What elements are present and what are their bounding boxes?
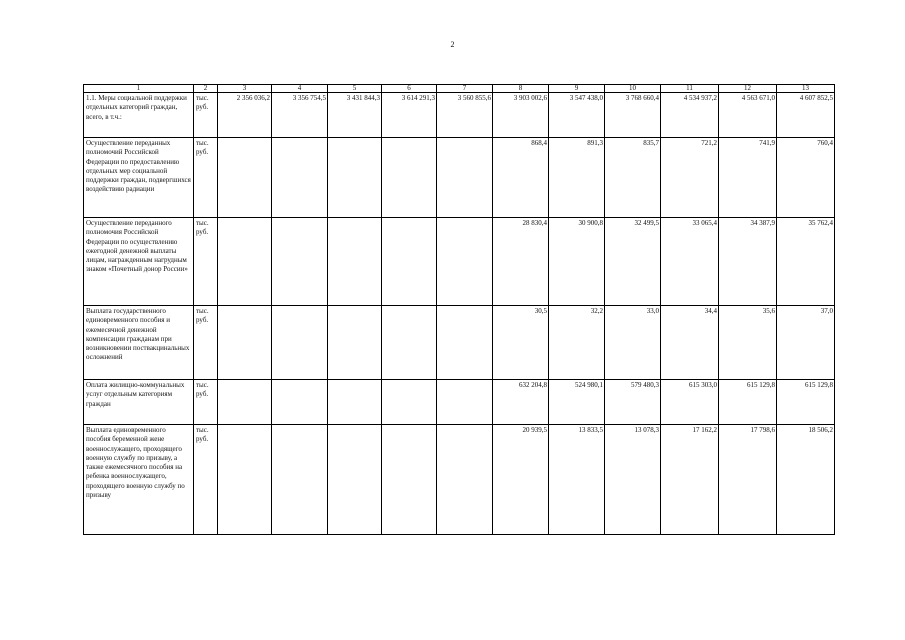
- row-value: [272, 138, 328, 218]
- row-name: Осуществление переданного полномочия Российской Федерации по осуществлению ежегодной денежной выплаты лицам, награжденным нагрудным знаком «Почетный донор России»: [84, 218, 194, 306]
- row-value: [382, 425, 437, 535]
- row-value: 760,4: [777, 138, 835, 218]
- row-value: 632 204,8: [493, 380, 549, 425]
- row-value: [437, 306, 493, 380]
- table-row: [84, 306, 835, 380]
- column-header: 9: [549, 85, 605, 93]
- row-value: 30 900,8: [549, 218, 605, 306]
- row-value: 17 162,2: [661, 425, 719, 535]
- row-name: Осуществление переданных полномочий Российской Федерации по предоставлению отдельных мер социальной поддержки граждан, подвергшихся воздействию радиации: [84, 138, 194, 218]
- row-name: Выплата единовременного пособия беременной жене военнослужащего, проходящего военную службу по призыву, а также ежемесячного пособия на ребенка военнослужащего, проходящего военную службу по призыву: [84, 425, 194, 535]
- row-value: 2 356 036,2: [218, 93, 272, 138]
- row-value: [328, 425, 382, 535]
- row-value: 835,7: [605, 138, 661, 218]
- row-unit: тыс. руб.: [194, 138, 218, 218]
- row-value: [272, 425, 328, 535]
- row-unit: тыс. руб.: [194, 425, 218, 535]
- table-row: [84, 93, 835, 138]
- row-value: [272, 306, 328, 380]
- row-value: [437, 425, 493, 535]
- row-value: 4 607 852,5: [777, 93, 835, 138]
- row-value: [382, 218, 437, 306]
- row-name: 1.1. Меры социальной поддержки отдельных категорий граждан, всего, в т.ч.:: [84, 93, 194, 138]
- column-header: 2: [194, 85, 218, 93]
- row-value: [218, 380, 272, 425]
- row-value: 32 499,5: [605, 218, 661, 306]
- row-value: [218, 218, 272, 306]
- row-value: [328, 218, 382, 306]
- row-value: [218, 425, 272, 535]
- row-unit: тыс. руб.: [194, 306, 218, 380]
- column-header: 3: [218, 85, 272, 93]
- row-value: 32,2: [549, 306, 605, 380]
- column-header: 10: [605, 85, 661, 93]
- table-row: [84, 380, 835, 425]
- row-value: [382, 138, 437, 218]
- table-row: [84, 218, 835, 306]
- column-header: 12: [719, 85, 777, 93]
- row-value: 3 614 291,3: [382, 93, 437, 138]
- row-value: [218, 306, 272, 380]
- column-header: 7: [437, 85, 493, 93]
- row-value: 17 798,6: [719, 425, 777, 535]
- table-row: [84, 425, 835, 535]
- row-value: 3 431 844,3: [328, 93, 382, 138]
- row-value: 34,4: [661, 306, 719, 380]
- row-value: [328, 306, 382, 380]
- row-value: 579 480,3: [605, 380, 661, 425]
- column-header: 6: [382, 85, 437, 93]
- row-value: [437, 138, 493, 218]
- row-value: [328, 380, 382, 425]
- column-header: 5: [328, 85, 382, 93]
- row-value: [218, 138, 272, 218]
- row-value: 35 762,4: [777, 218, 835, 306]
- row-unit: тыс. руб.: [194, 380, 218, 425]
- row-name: Оплата жилищно-коммунальных услуг отдельным категориям граждан: [84, 380, 194, 425]
- row-value: 33 065,4: [661, 218, 719, 306]
- data-table: [83, 84, 835, 535]
- row-value: 20 939,5: [493, 425, 549, 535]
- row-unit: тыс. руб.: [194, 218, 218, 306]
- row-value: [272, 380, 328, 425]
- row-value: 721,2: [661, 138, 719, 218]
- column-header: 4: [272, 85, 328, 93]
- row-value: [382, 306, 437, 380]
- column-header: 8: [493, 85, 549, 93]
- row-value: 615 303,0: [661, 380, 719, 425]
- row-value: [328, 138, 382, 218]
- row-name: Выплата государственного единовременного пособия и ежемесячной денежной компенсации гражданам при возникновении поствакцинальных осложнений: [84, 306, 194, 380]
- row-value: 3 356 754,5: [272, 93, 328, 138]
- row-value: 13 078,3: [605, 425, 661, 535]
- row-value: 4 534 937,2: [661, 93, 719, 138]
- column-header: 11: [661, 85, 719, 93]
- row-value: 34 387,9: [719, 218, 777, 306]
- row-value: 28 830,4: [493, 218, 549, 306]
- row-value: 741,9: [719, 138, 777, 218]
- row-value: 35,6: [719, 306, 777, 380]
- row-value: [437, 218, 493, 306]
- row-value: 615 129,8: [777, 380, 835, 425]
- column-header: 1: [84, 85, 194, 93]
- row-unit: тыс. руб.: [194, 93, 218, 138]
- row-value: [382, 380, 437, 425]
- column-number-header-row: [84, 85, 835, 93]
- row-value: 33,0: [605, 306, 661, 380]
- row-value: [272, 218, 328, 306]
- row-value: 524 980,1: [549, 380, 605, 425]
- row-value: 615 129,8: [719, 380, 777, 425]
- table-row: [84, 138, 835, 218]
- row-value: 3 768 660,4: [605, 93, 661, 138]
- page-number: 2: [450, 40, 455, 49]
- row-value: 18 506,2: [777, 425, 835, 535]
- row-value: 37,0: [777, 306, 835, 380]
- row-value: 30,5: [493, 306, 549, 380]
- row-value: 13 833,5: [549, 425, 605, 535]
- column-header: 13: [777, 85, 835, 93]
- row-value: 891,3: [549, 138, 605, 218]
- row-value: 3 547 438,0: [549, 93, 605, 138]
- row-value: 868,4: [493, 138, 549, 218]
- row-value: 3 903 002,6: [493, 93, 549, 138]
- row-value: [437, 380, 493, 425]
- row-value: 4 563 671,0: [719, 93, 777, 138]
- row-value: 3 560 855,6: [437, 93, 493, 138]
